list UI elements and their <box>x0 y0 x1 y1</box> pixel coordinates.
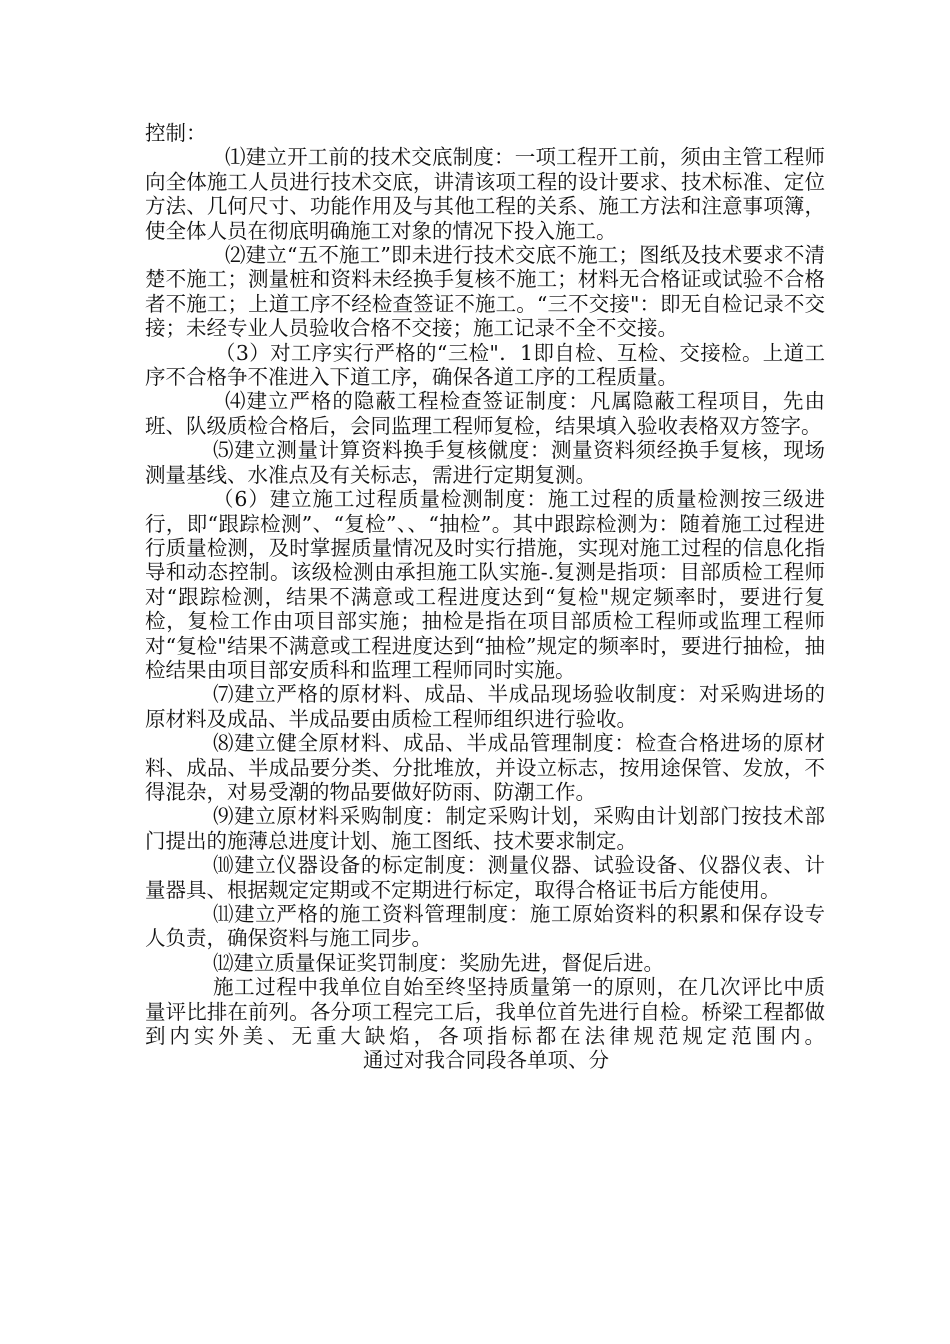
paragraph-11: ⑾建立严格的施工资料管理制度：施工原始资料的积累和保存设专人负责，确保资料与施工同步。 <box>145 902 825 951</box>
paragraph-4: ⑷建立严格的隐蔽工程检查签证制度：凡属隐蔽工程项目，先由班、队级质检合格后，会同监理工程师复检，结果填入验收表格双方签字。 <box>145 389 825 438</box>
paragraph-1: ⑴建立开工前的技术交底制度：一项工程开工前，须由主管工程师向全体施工人员进行技术交底，讲清该项工程的设计要求、技术标准、定位方法、几何尺寸、功能作用及与其他工程的关系、施工方法和注意事项簿，使全体人员在彻底明确施工对象的情况下投入施工。 <box>145 145 825 243</box>
paragraph-13 <box>145 975 825 1073</box>
paragraph-3: （3）对工序实行严格的“三检"．1即自检、互检、交接检。上道工序不合格争不准进入下道工序，确保各道工序的工程质量。 <box>145 340 825 390</box>
paragraph-10: ⑽建立仪器设备的标定制度：测量仪器、试验设备、仪器仪表、计量器具、根据觌定定期或不定期进行标定，取得合格证书后方能使用。 <box>145 853 825 902</box>
paragraph-7: ⑺建立严格的原材料、成品、半成品现场验收制度：对采购进场的原材料及成品、半成品要由质检工程师组织进行验收。 <box>145 682 825 731</box>
intro-line: 控制： <box>145 121 207 145</box>
paragraph-8: ⑻建立健全原材料、成品、半成品管理制度：检查合格进场的原材料、成品、半成品要分类、分批堆放，并设立标志，按用途保管、发放，不得混杂，对易受潮的物品要做好防雨、防潮工作。 <box>145 731 825 804</box>
paragraph-13-text: 施工过程中我单位自始至终坚持质量第一的原则，在几次评比中质量评比排在前列。各分项工程完工后，我单位首先进行自检。桥梁工程都做到内实外美、无重大缺焰，各项指标都在法律规范规定范围内。 <box>145 975 825 1049</box>
paragraph-6: （6）建立施工过程质量检测制度：施工过程的质量检测按三级进行，即“跟踪检测”、“复检”、、“抽检”。其中跟踪检测为：随着施工过程进行质量检测，及时掌握质量情况及时实行措施，实现对施工过程的信息化指导和动态控制。该级检测由承担施工队实施-.复测是指项：目部质检工程师对“跟踪检测，结果不满意或工程进度达到“复检"规定频率时，要进行复检，复检工作由项目部实施；抽检是指在项目部质检工程师或监理工程师对“复检"结果不满意或工程进度达到“抽检”规定的频率时，要进行抽检，抽检结果由项目部安质科和监理工程师同时实施。 <box>145 487 825 682</box>
paragraph-5: ⑸建立测量计算资料换手复核僦度：测量资料须经换手复核，现场测量基线、水准点及有关标志，需进行定期复测。 <box>145 438 825 487</box>
trailing-text: 通过对我合同段各单项、分 <box>363 1048 609 1073</box>
document-body <box>145 121 825 1073</box>
paragraph-9: ⑼建立原材料采购制度：制定采购计划，采购由计划部门按技术部门提出的施薄总进度计划、施工图纸、技术要求制定。 <box>145 804 825 853</box>
paragraph-12: ⑿建立质量保证奖罚制度：奖励先进，督促后进。 <box>213 950 664 975</box>
paragraph-2: ⑵建立“五不施工”即未进行技术交底不施工；图纸及技术要求不清楚不施工；测量桩和资料未经换手复核不施工；材料无合格证或试验不合格者不施工；上道工序不经检查签证不施工。“三不交接"：即无自检记录不交接；未经专业人员验收合格不交接；施工记录不全不交接。 <box>145 243 825 341</box>
